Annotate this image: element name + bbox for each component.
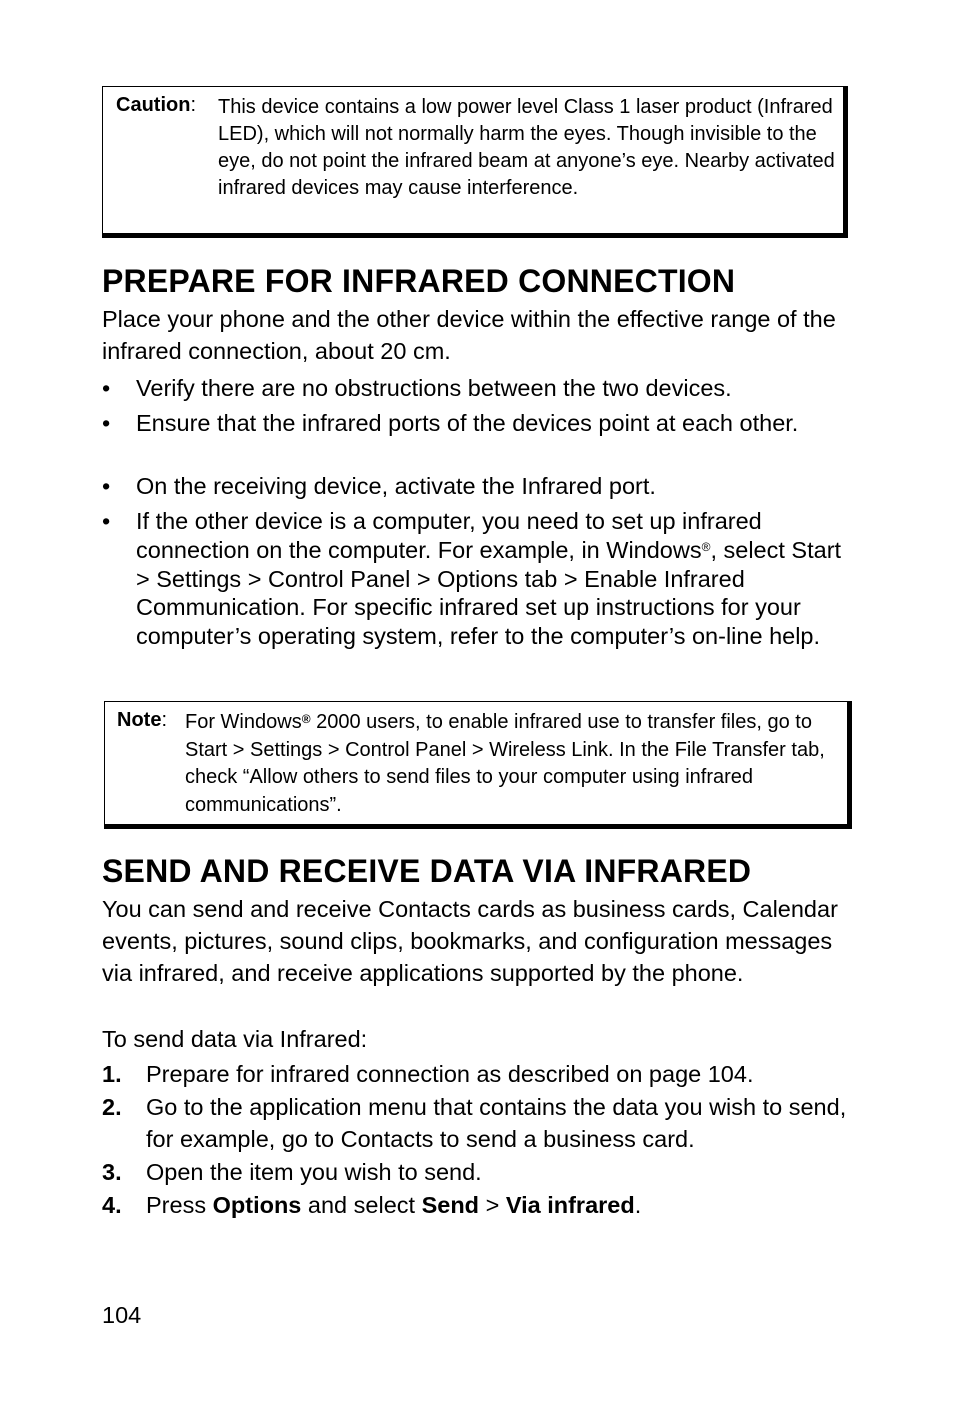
section-heading-send-receive: SEND AND RECEIVE DATA VIA INFRARED (102, 853, 752, 889)
note-box (104, 701, 852, 829)
caution-text: This device contains a low power level Class 1 laser product (Infrared LED), which will not normally harm the eyes. Though invisible to the eye, do not point the infrared beam at anyone’s eye. Nearby activated infrared devices may cause interference. (218, 96, 835, 199)
caution-box (102, 86, 848, 238)
bullet-text: If the other device is a computer, you need to set up infrared connection on the computer. For example, in Windows®, select Start > Settings > Control Panel > Options tab > Enable Infrared Communication. For specific infrared set up instructions for your computer’s operating system, refer to the computer’s on-line help. (136, 508, 842, 650)
note-text: For Windows® 2000 users, to enable infrared use to transfer files, go to Start > Settings > Control Panel > Wireless Link. In the File Transfer tab, check “Allow others to send files to your computer using infrared communications”. (185, 711, 825, 816)
step-text: Prepare for infrared connection as described on page 104. (146, 1061, 754, 1087)
bullet-marker: • (102, 410, 111, 436)
step-number: 1. (102, 1061, 122, 1087)
registered-mark: ® (301, 712, 311, 726)
section-heading-prepare: PREPARE FOR INFRARED CONNECTION (102, 263, 736, 299)
step-text: Open the item you wish to send. (146, 1159, 482, 1185)
page-number: 104 (102, 1302, 142, 1328)
section-intro-send-receive: You can send and receive Contacts cards as business cards, Calendar events, pictures, sound clips, bookmarks, and configuration messages via infrared, and receive applications supported by the phone. (102, 896, 838, 986)
step-number: 2. (102, 1094, 122, 1120)
bullet-text: Ensure that the infrared ports of the devices point at each other. (136, 410, 799, 436)
send-label: Send (421, 1192, 480, 1218)
options-label: Options (212, 1192, 302, 1218)
steps-lead: To send data via Infrared: (102, 1026, 368, 1052)
registered-mark: ® (701, 539, 711, 554)
step-text: Press Options and select Send > Via infrared. (146, 1192, 642, 1218)
bullet-marker: • (102, 375, 111, 401)
step-number: 4. (102, 1192, 122, 1218)
step-text: Go to the application menu that contains the data you wish to send, for example, go to Contacts to send a business card. (146, 1094, 847, 1152)
caution-label: Caution: (116, 94, 196, 116)
bullet-marker: • (102, 473, 111, 499)
note-label: Note: (117, 709, 168, 731)
bullet-text: On the receiving device, activate the Infrared port. (136, 473, 656, 499)
section-intro-prepare: Place your phone and the other device within the effective range of the infrared connection, about 20 cm. (102, 306, 836, 364)
bullet-text: Verify there are no obstructions between the two devices. (136, 375, 732, 401)
via-infrared-label: Via infrared (505, 1192, 635, 1218)
step-number: 3. (102, 1159, 122, 1185)
bullet-marker: • (102, 508, 111, 534)
